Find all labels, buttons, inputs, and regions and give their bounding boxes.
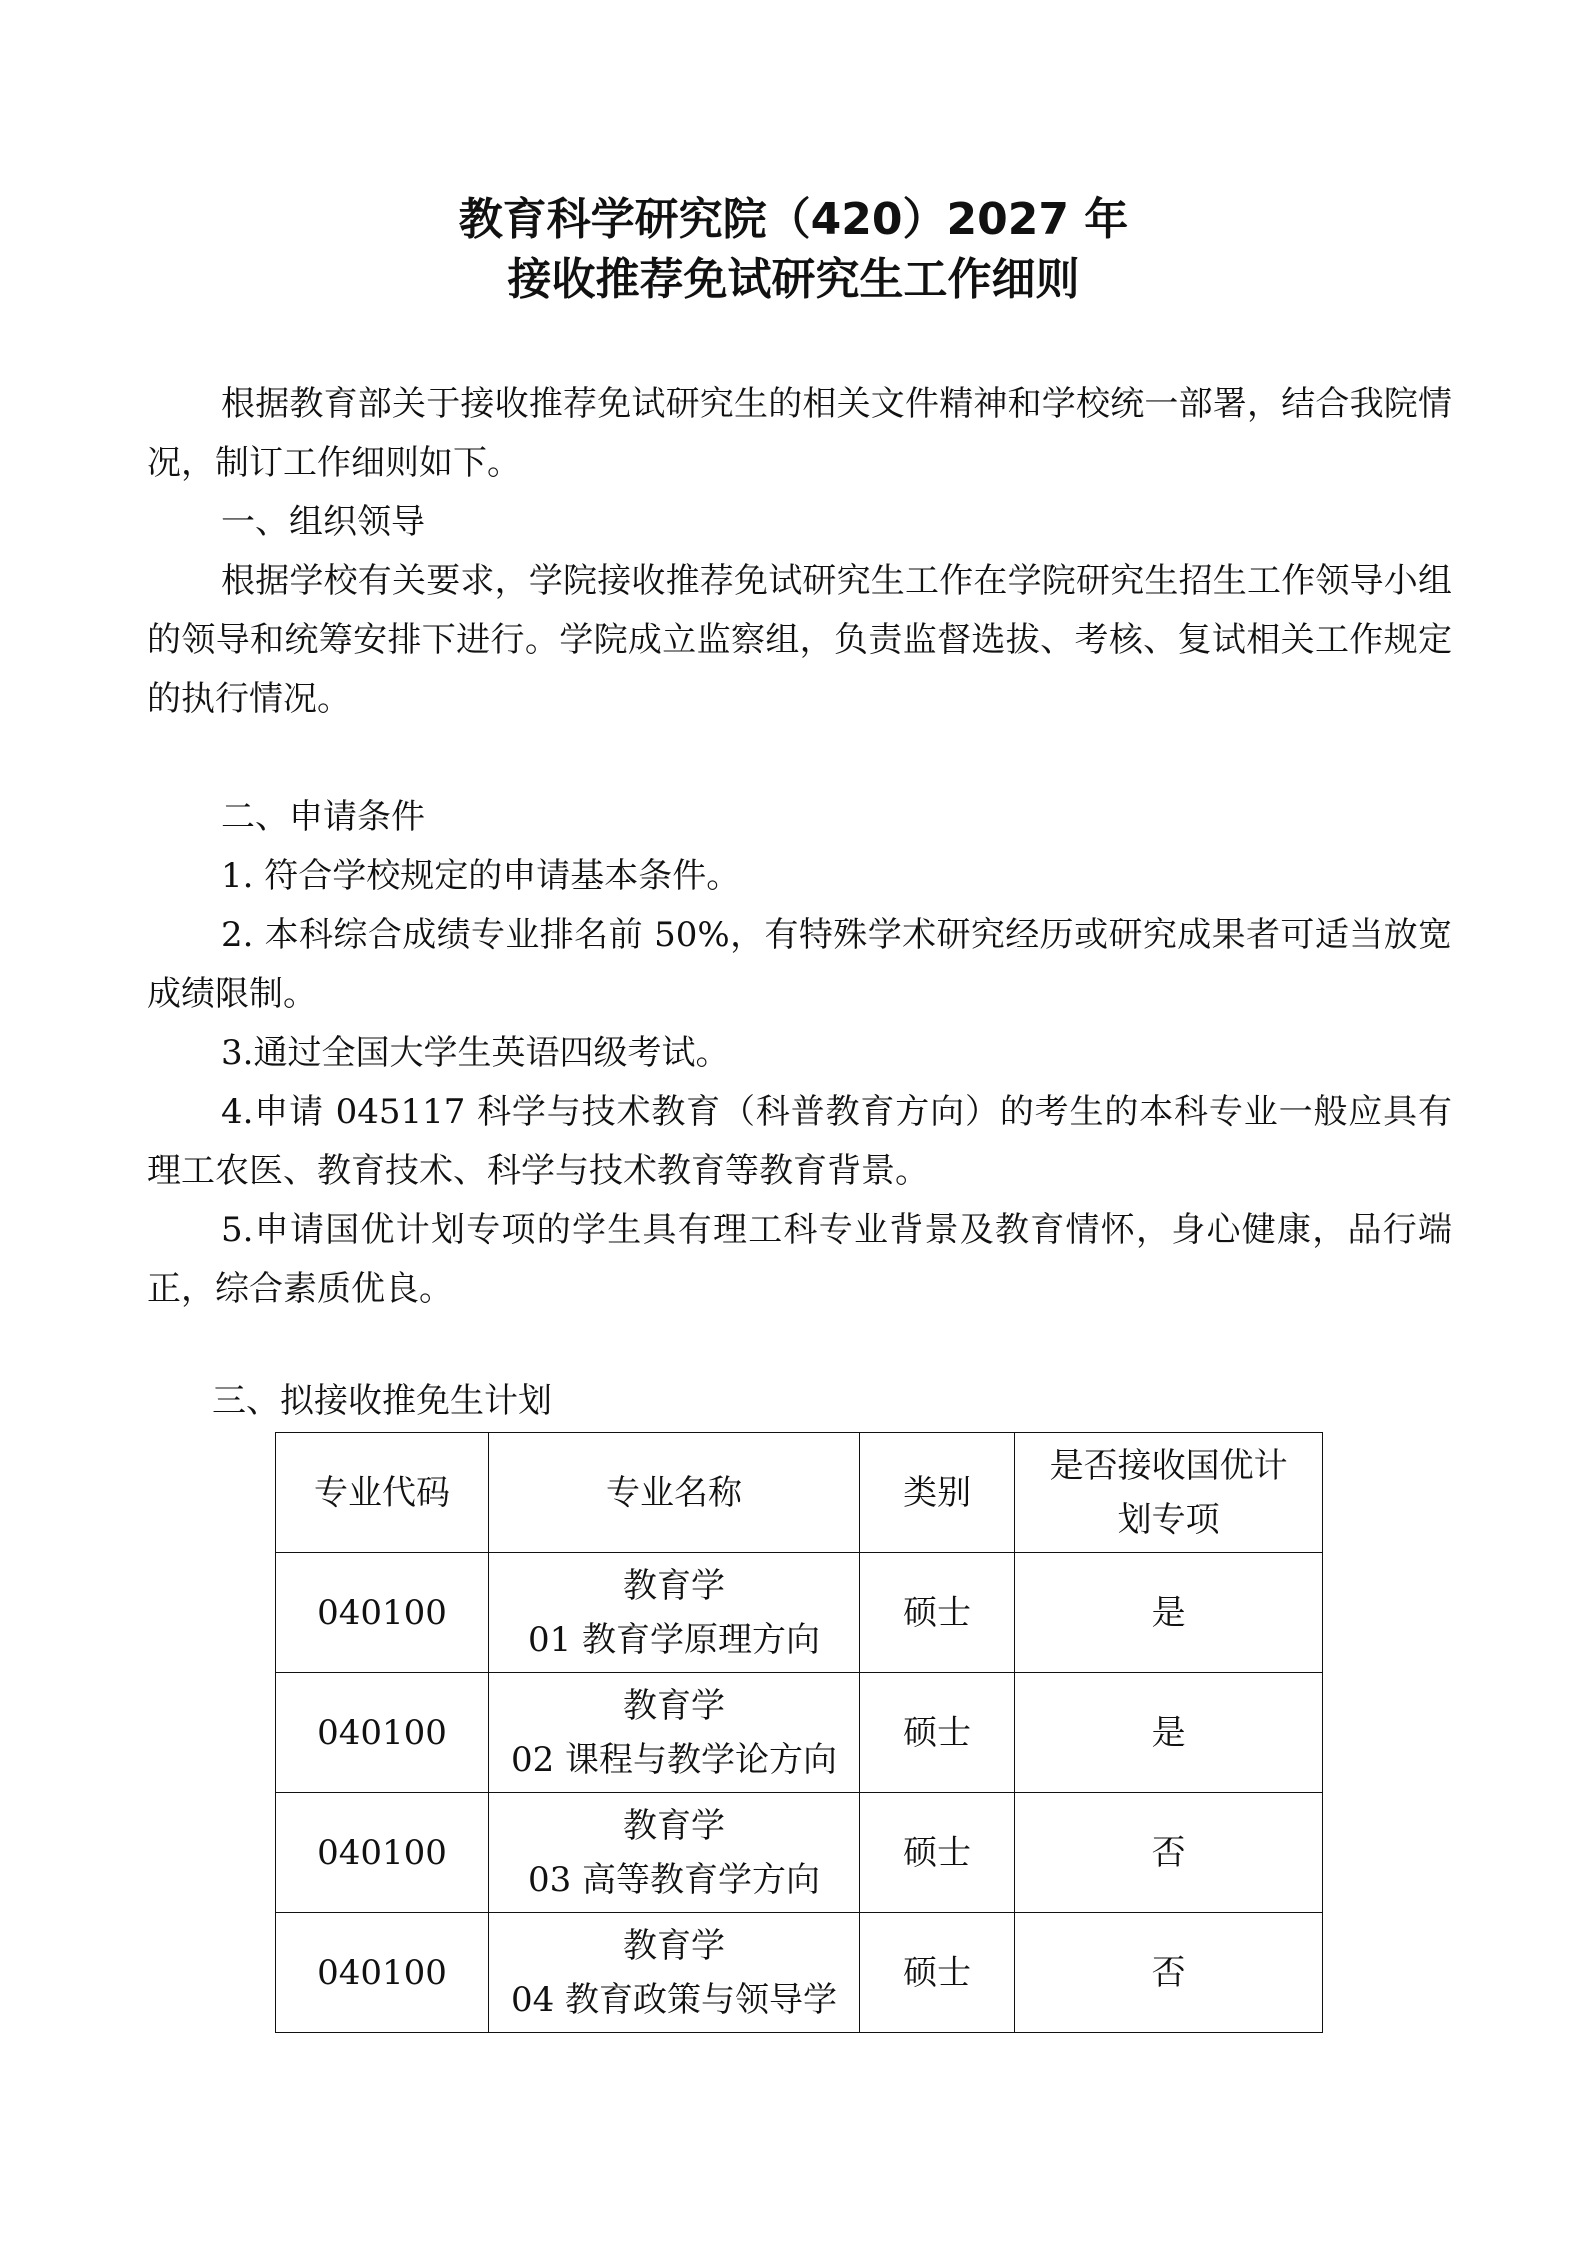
- section2-heading: 二、申请条件: [221, 797, 425, 837]
- section3-heading: 三、拟接收推免生计划: [212, 1381, 552, 1421]
- table-row: [276, 1913, 1323, 2033]
- header-code: 专业代码: [276, 1433, 489, 1553]
- cell-accept: 是: [1015, 1673, 1323, 1793]
- cell-type: 硕士: [859, 1673, 1014, 1793]
- header-name: 专业名称: [489, 1433, 860, 1553]
- cell-name-line1: 教育学: [622, 1925, 725, 1966]
- table-row: [276, 1553, 1323, 1673]
- cell-name-line1: 教育学: [622, 1805, 725, 1846]
- table-header-row: [276, 1433, 1323, 1553]
- header-accept: [1015, 1433, 1323, 1553]
- cell-type: 硕士: [859, 1553, 1014, 1673]
- table-row: [276, 1673, 1323, 1793]
- cell-accept: 否: [1015, 1793, 1323, 1913]
- document-title-line1: 教育科学研究院（420）2027 年: [458, 194, 1129, 245]
- cell-code: 040100: [276, 1553, 489, 1673]
- condition-item: 3.通过全国大学生英语四级考试。: [221, 1033, 730, 1073]
- condition-item: 2. 本科综合成绩专业排名前 50%，有特殊学术研究经历或研究成果者可适当放宽成绩限制。: [147, 915, 1452, 1014]
- cell-code: 040100: [276, 1913, 489, 2033]
- cell-name-line1: 教育学: [622, 1685, 725, 1726]
- section1-heading: 一、组织领导: [221, 502, 425, 542]
- section-intro-and-1: [147, 375, 1452, 729]
- header-accept-line2: 划专项: [1117, 1499, 1220, 1540]
- cell-name-line2: 03 高等教育学方向: [527, 1859, 821, 1900]
- header-accept-line1: 是否接收国优计: [1049, 1445, 1288, 1486]
- cell-name: [489, 1793, 860, 1913]
- cell-code: 040100: [276, 1673, 489, 1793]
- table-row: [276, 1793, 1323, 1913]
- cell-type: 硕士: [859, 1913, 1014, 2033]
- cell-name-line2: 04 教育政策与领导学: [510, 1979, 838, 2020]
- cell-name: [489, 1673, 860, 1793]
- plan-table: [275, 1432, 1323, 2033]
- section1-paragraph: 根据学校有关要求，学院接收推荐免试研究生工作在学院研究生招生工作领导小组的领导和统筹安排下进行。学院成立监察组，负责监督选拔、考核、复试相关工作规定的执行情况。: [147, 561, 1452, 719]
- condition-item: 5.申请国优计划专项的学生具有理工科专业背景及教育情怀，身心健康，品行端正，综合素质优良。: [147, 1210, 1452, 1309]
- intro-paragraph: 根据教育部关于接收推荐免试研究生的相关文件精神和学校统一部署，结合我院情况，制订工作细则如下。: [147, 384, 1452, 483]
- cell-name-line2: 01 教育学原理方向: [527, 1619, 821, 1660]
- cell-name-line2: 02 课程与教学论方向: [510, 1739, 838, 1780]
- condition-item: 1. 符合学校规定的申请基本条件。: [221, 856, 741, 896]
- cell-name: [489, 1553, 860, 1673]
- cell-type: 硕士: [859, 1793, 1014, 1913]
- document-title-line2: 接收推荐免试研究生工作细则: [507, 254, 1080, 305]
- section-2: [147, 788, 1452, 1319]
- cell-name: [489, 1913, 860, 2033]
- cell-accept: 否: [1015, 1913, 1323, 2033]
- cell-code: 040100: [276, 1793, 489, 1913]
- condition-item: 4.申请 045117 科学与技术教育（科普教育方向）的考生的本科专业一般应具有理工农医、教育技术、科学与技术教育等教育背景。: [147, 1092, 1452, 1191]
- cell-name-line1: 教育学: [622, 1565, 725, 1606]
- header-type: 类别: [859, 1433, 1014, 1553]
- cell-accept: 是: [1015, 1553, 1323, 1673]
